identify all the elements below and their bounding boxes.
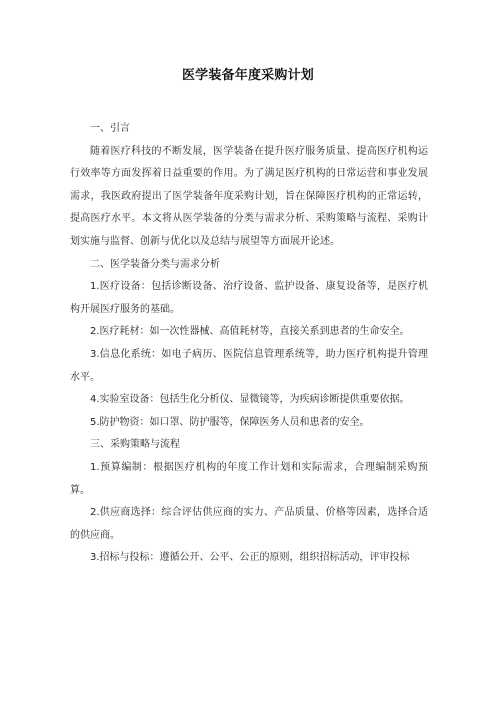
paragraph-medical-consumables: 2.医疗耗材：如一次性器械、高值耗材等，直接关系到患者的生命安全。 (90, 326, 410, 338)
paragraph-protective-supplies: 5.防护物资：如口罩、防护服等，保障医务人员和患者的安全。 (90, 416, 370, 428)
document-body (70, 118, 428, 570)
paragraph-medical-devices: 1.医疗设备：包括诊断设备、治疗设备、监护设备、康复设备等，是医疗机构开展医疗服务的基础。 (70, 281, 428, 315)
section-heading-introduction: 一、引言 (90, 123, 130, 134)
paragraph-information-systems: 3.信息化系统：如电子病历、医院信息管理系统等，助力医疗机构提升管理水平。 (70, 348, 428, 383)
section-heading-classification: 二、医学装备分类与需求分析 (90, 258, 220, 270)
document-title: 医学装备年度采购计划 (181, 68, 314, 83)
section-heading-procurement: 三、采购策略与流程 (90, 439, 180, 451)
paragraph-supplier-selection: 2.供应商选择：综合评估供应商的实力、产品质量、价格等因素，选择合适的供应商。 (70, 507, 428, 541)
paragraph-laboratory-equipment: 4.实验室设备：包括生化分析仪、显微镜等，为疾病诊断提供重要依据。 (90, 394, 410, 406)
paragraph-bidding: 3.招标与投标：遵循公开、公平、公正的原则，组织招标活动，评审投标 (90, 552, 410, 564)
paragraph-budget: 1.预算编制：根据医疗机构的年度工作计划和实际需求，合理编制采购预算。 (70, 461, 428, 496)
paragraph-introduction: 随着医疗科技的不断发展，医学装备在提升医疗服务质量、提高医疗机构运行效率等方面发挥着日益重要的作用。为了满足医疗机构的日常运营和事业发展需求，我医政府提出了医学装备年度采购计划，旨在保障医疗机构的正常运转，提高医疗水平。本文将从医学装备的分类与需求分析、采购策略与流程、采购计划实施与监督、创新与优化以及总结与展望等方面展开论述。 (70, 145, 428, 247)
